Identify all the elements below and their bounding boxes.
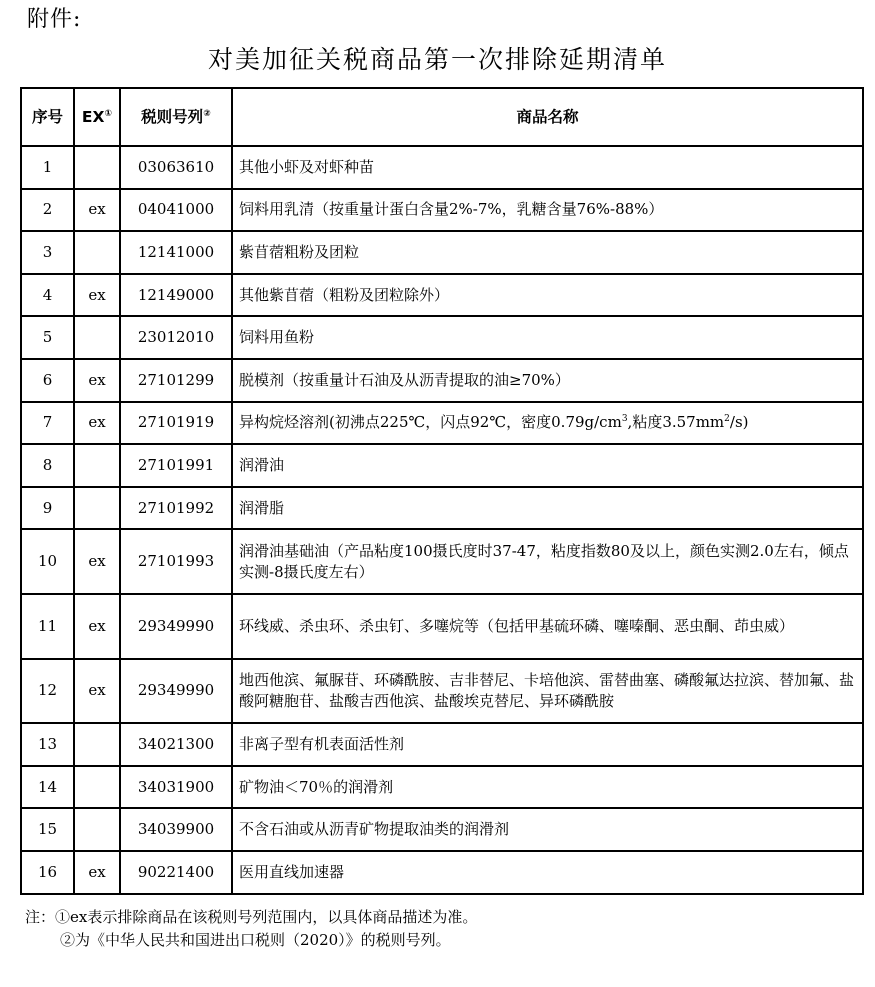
product-name-cell: 润滑油 (232, 444, 863, 487)
seq-cell: 13 (21, 723, 74, 766)
seq-cell: 12 (21, 659, 74, 724)
tariff-code-cell: 04041000 (120, 189, 232, 232)
header-product-name: 商品名称 (232, 88, 863, 146)
footnotes (25, 906, 477, 952)
product-name-cell: 润滑油基础油（产品粘度100摄氏度时37-47，粘度指数80及以上，颜色实测2.0左右，倾点实测-8摄氏度左右） (232, 529, 863, 594)
header-code-label: 税则号列 (141, 107, 204, 126)
superscript-2: 2 (724, 414, 730, 425)
table-header-row (21, 88, 863, 146)
product-name-cell: 紫苜蓿粗粉及团粒 (232, 231, 863, 274)
seq-cell: 15 (21, 808, 74, 851)
header-seq: 序号 (21, 88, 74, 146)
table-row (21, 274, 863, 317)
seq-cell: 9 (21, 487, 74, 530)
table-row (21, 723, 863, 766)
footnote-1: 注：①ex表示排除商品在该税则号列范围内，以具体商品描述为准。 (25, 908, 478, 926)
header-ex (74, 88, 120, 146)
name-text-part: 异构烷烃溶剂(初沸点225℃，闪点92℃，密度0.79g/cm (239, 413, 622, 432)
seq-cell: 1 (21, 146, 74, 189)
tariff-code-cell: 27101992 (120, 487, 232, 530)
document-title: 对美加征关税商品第一次排除延期清单 (207, 45, 667, 74)
table-row (21, 402, 863, 445)
ex-cell: ex (74, 189, 120, 232)
table-row (21, 808, 863, 851)
header-ex-note-mark: ① (104, 108, 113, 119)
ex-cell (74, 487, 120, 530)
seq-cell: 2 (21, 189, 74, 232)
header-code-note-mark: ② (203, 108, 211, 119)
table-row (21, 659, 863, 724)
table-row (21, 189, 863, 232)
ex-cell (74, 231, 120, 274)
tariff-code-cell: 29349990 (120, 594, 232, 659)
product-name-cell: 矿物油＜70％的润滑剂 (232, 766, 863, 809)
tariff-code-cell: 23012010 (120, 316, 232, 359)
table-row (21, 487, 863, 530)
product-name-cell: 其他紫苜蓿（粗粉及团粒除外） (232, 274, 863, 317)
superscript-3: 3 (621, 414, 628, 425)
ex-cell (74, 146, 120, 189)
table-row (21, 529, 863, 594)
seq-cell: 11 (21, 594, 74, 659)
product-name-cell: 环线威、杀虫环、杀虫钉、多噻烷等（包括甲基硫环磷、噻嗪酮、恶虫酮、茚虫威） (232, 594, 863, 659)
ex-cell (74, 316, 120, 359)
ex-cell (74, 766, 120, 809)
ex-cell (74, 723, 120, 766)
tariff-code-cell: 12141000 (120, 231, 232, 274)
tariff-code-cell: 27101993 (120, 529, 232, 594)
seq-cell: 5 (21, 316, 74, 359)
tariff-code-cell: 03063610 (120, 146, 232, 189)
ex-cell (74, 808, 120, 851)
ex-cell: ex (74, 529, 120, 594)
ex-cell: ex (74, 274, 120, 317)
table-row (21, 231, 863, 274)
product-name-cell: 非离子型有机表面活性剂 (232, 723, 863, 766)
seq-cell: 3 (21, 231, 74, 274)
product-name-cell: 润滑脂 (232, 487, 863, 530)
exclusion-list-table (20, 87, 864, 895)
seq-cell: 8 (21, 444, 74, 487)
header-tariff-code (120, 88, 232, 146)
ex-cell: ex (74, 659, 120, 724)
product-name-cell: 饲料用乳清（按重量计蛋白含量2%-7%，乳糖含量76%-88%） (232, 189, 863, 232)
product-name-cell: 脱模剂（按重量计石油及从沥青提取的油≥70%） (232, 359, 863, 402)
seq-cell: 14 (21, 766, 74, 809)
seq-cell: 6 (21, 359, 74, 402)
table-row (21, 594, 863, 659)
tariff-code-cell: 29349990 (120, 659, 232, 724)
table-row (21, 359, 863, 402)
tariff-code-cell: 12149000 (120, 274, 232, 317)
attachment-label: 附件: (27, 7, 82, 32)
seq-cell: 10 (21, 529, 74, 594)
tariff-code-cell: 90221400 (120, 851, 232, 894)
tariff-code-cell: 27101299 (120, 359, 232, 402)
product-name-cell: 医用直线加速器 (232, 851, 863, 894)
table-row (21, 146, 863, 189)
product-name-cell: 饲料用鱼粉 (232, 316, 863, 359)
table-row (21, 766, 863, 809)
tariff-code-cell: 27101919 (120, 402, 232, 445)
ex-cell: ex (74, 851, 120, 894)
name-text-part: /s) (729, 413, 749, 432)
tariff-code-cell: 34031900 (120, 766, 232, 809)
tariff-code-cell: 34021300 (120, 723, 232, 766)
product-name-cell: 不含石油或从沥青矿物提取油类的润滑剂 (232, 808, 863, 851)
tariff-code-cell: 27101991 (120, 444, 232, 487)
seq-cell: 7 (21, 402, 74, 445)
product-name-cell (232, 402, 863, 445)
table-row (21, 444, 863, 487)
table-row (21, 851, 863, 894)
ex-cell (74, 444, 120, 487)
ex-cell: ex (74, 594, 120, 659)
ex-cell: ex (74, 359, 120, 402)
seq-cell: 16 (21, 851, 74, 894)
seq-cell: 4 (21, 274, 74, 317)
name-text-part: ,粘度3.57mm (627, 413, 725, 432)
table-row (21, 316, 863, 359)
product-name-cell: 其他小虾及对虾种苗 (232, 146, 863, 189)
tariff-code-cell: 34039900 (120, 808, 232, 851)
product-name-cell: 地西他滨、氟脲苷、环磷酰胺、吉非替尼、卡培他滨、雷替曲塞、磷酸氟达拉滨、替加氟、盐酸阿糖胞苷、盐酸吉西他滨、盐酸埃克替尼、异环磷酰胺 (232, 659, 863, 724)
ex-cell: ex (74, 402, 120, 445)
footnote-2: ②为《中华人民共和国进出口税则（2020）》的税则号列。 (60, 931, 451, 949)
header-ex-label: EX (81, 107, 105, 126)
